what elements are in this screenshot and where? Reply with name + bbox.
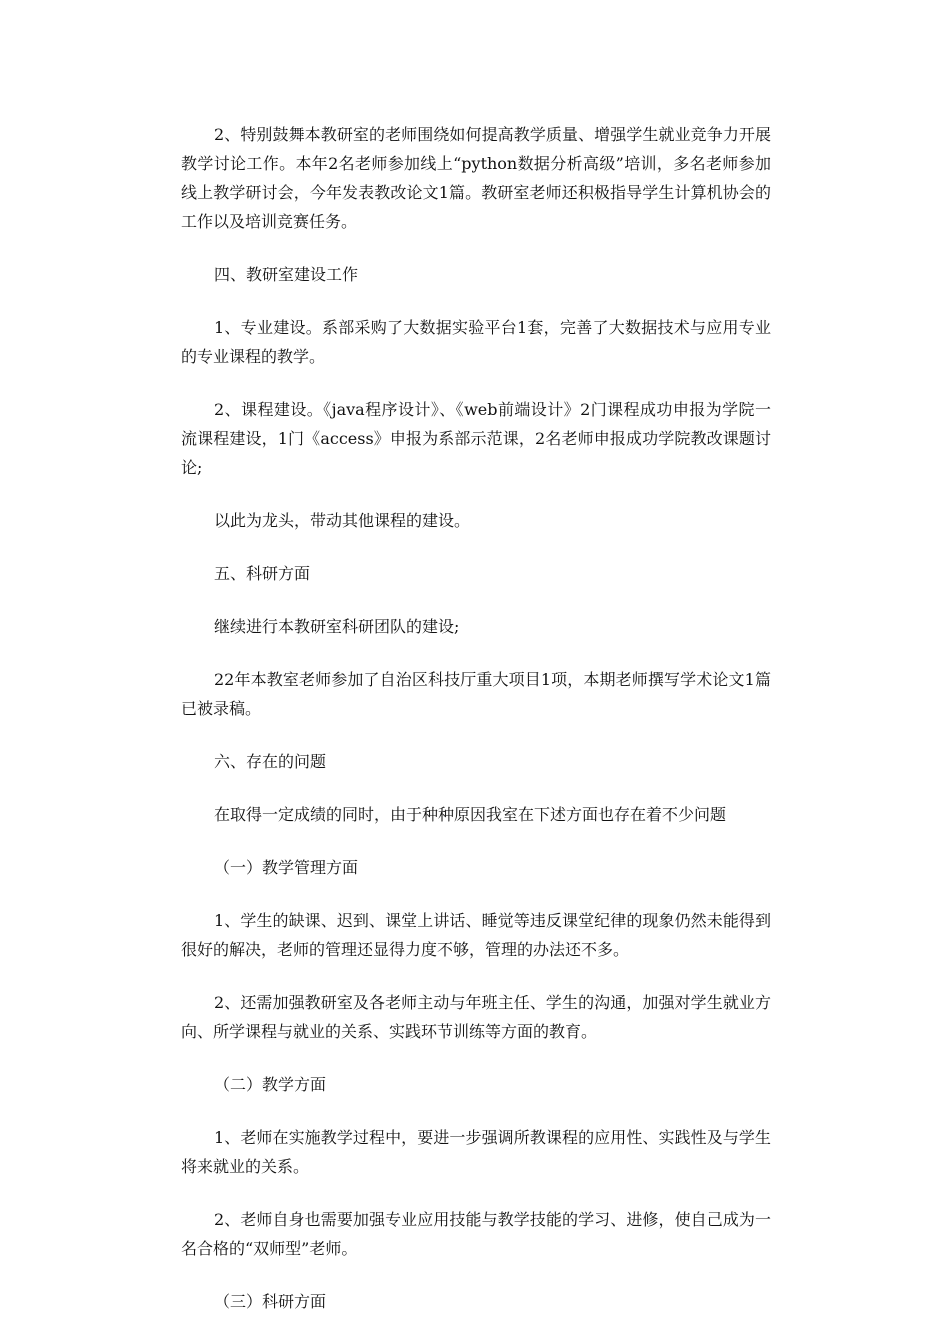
para-leading-role: 以此为龙头，带动其他课程的建设。 [214, 511, 471, 530]
para-problems-intro: 在取得一定成绩的同时，由于种种原因我室在下述方面也存在着不少问题 [214, 805, 727, 824]
para-management-issue-2: 2、还需加强教研室及各老师主动与年班主任、学生的沟通，加强对学生就业方向、所学课程与就业的关系、实践环节训练等方面的教育。 [181, 993, 771, 1041]
para-course-construction: 2、课程建设。《java程序设计》、《web前端设计》2门课程成功申报为学院一流课程建设，1门《access》申报为系部示范课，2名老师申报成功学院教改课题讨论; [181, 400, 771, 477]
para-research-projects: 22年本教室老师参加了自治区科技厅重大项目1项，本期老师撰写学术论文1篇已被录稿。 [181, 670, 771, 718]
para-teaching-issue-2: 2、老师自身也需要加强专业应用技能与教学技能的学习、进修，使自己成为一名合格的“双师型”老师。 [181, 1210, 771, 1258]
document-body [181, 120, 771, 1340]
heading-section-4: 四、教研室建设工作 [214, 265, 359, 284]
para-research-discussion: 2、特别鼓舞本教研室的老师围绕如何提高教学质量、增强学生就业竞争力开展教学讨论工作。本年2名老师参加线上“python数据分析高级”培训，多名老师参加线上教学研讨会，今年发表教改论文1篇。教研室老师还积极指导学生计算机协会的工作以及培训竞赛任务。 [181, 125, 771, 231]
para-teaching-issue-1: 1、老师在实施教学过程中，要进一步强调所教课程的应用性、实践性及与学生将来就业的关系。 [181, 1128, 771, 1176]
para-research-team: 继续进行本教研室科研团队的建设; [214, 617, 460, 636]
para-major-construction: 1、专业建设。系部采购了大数据实验平台1套，完善了大数据技术与应用专业的专业课程的教学。 [181, 318, 771, 366]
subheading-teaching: （二）教学方面 [214, 1075, 327, 1094]
heading-section-6: 六、存在的问题 [214, 752, 327, 771]
subheading-research: （三）科研方面 [214, 1292, 327, 1311]
para-management-issue-1: 1、学生的缺课、迟到、课堂上讲话、睡觉等违反课堂纪律的现象仍然未能得到很好的解决，老师的管理还显得力度不够，管理的办法还不多。 [181, 911, 771, 959]
subheading-teaching-management: （一）教学管理方面 [214, 858, 359, 877]
heading-section-5: 五、科研方面 [214, 564, 311, 583]
